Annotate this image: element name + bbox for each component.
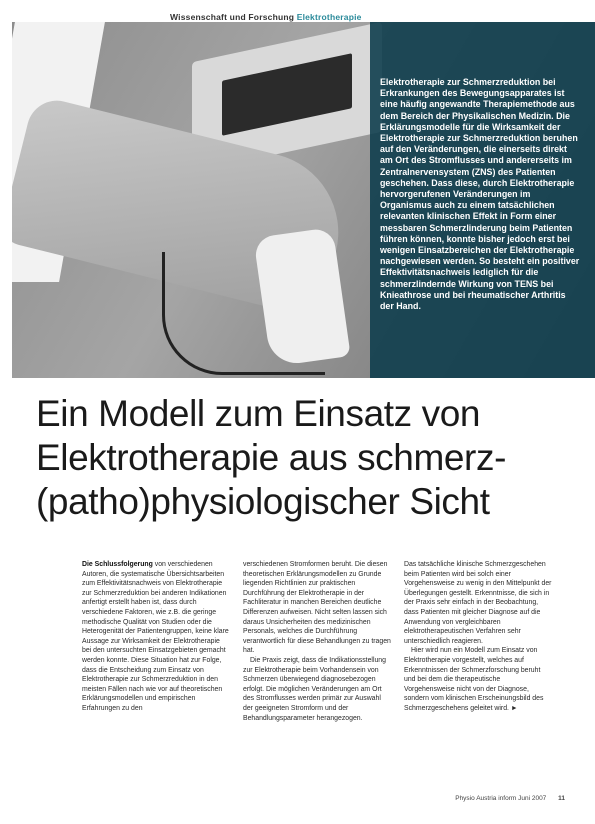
- section-name: Wissenschaft und Forschung: [170, 12, 295, 22]
- section-category: Elektrotherapie: [296, 12, 362, 22]
- body-column-3: [404, 560, 552, 723]
- lead-text: Elektrotherapie zur Schmerzreduktion bei Erkrankungen des Bewegungsapparates ist eine häufig angewandte Therapiemethode aus dem Bereich der Physikalischen Medizin. Die Erklärungsmodelle für die Wirksamkeit der Elektrotherapie zur Schmerzreduktion beruhen auf den Veränderungen, die einerseits direkt am Ort des Stromflusses und andererseits im Zentralnervensystem (ZNS) des Patienten geschehen. Dass diese, durch Elektrotherapie hervorgerufenen Veränderungen im Organismus auch zu einem tatsächlichen relevanten klinischen Effekt in Form einer messbaren Schmerzlinderung beim Patienten führen können, konnte bisher jedoch erst bei wenigen Einsatzbereichen der Elektrotherapie nachgewiesen werden. So besteht ein positiver Effektivitätsnachweis lediglich für die schmerzlindernde Wirkung von TENS bei Knieathrose und bei rheumatischer Arthritis der Hand.: [380, 77, 580, 312]
- photo-device-panel: [222, 53, 352, 136]
- footer-journal: Physio Austria inform: [455, 795, 517, 802]
- footer-issue: Juni 2007: [518, 795, 547, 802]
- section-rubric: [170, 12, 362, 22]
- body-col2-text-b: Die Praxis zeigt, dass die Indikationsstellung zur Elektrotherapie beim Vorhandensein von Schmerzen überwiegend diagnosebezogen erfolgt. Die möglichen Veränderungen am Ort des Stromflusses werden primär zur Auswahl der geeigneten Stromform und der Behandlungsparameter herangezogen.: [243, 656, 386, 722]
- body-column-2: [243, 560, 391, 723]
- body-col2-text: verschiedenen Stromformen beruht. Die diesen theoretischen Erklärungsmodellen zu Grunde liegenden Richtlinien zur praktischen Durchführung der Elektrotherapie in der Fachliteratur in manchen Bereichen deutliche Differenzen aufweisen. Nicht selten lassen sich daraus Unsicherheiten des medizinischen Personals, welches die Durchführung verantwortlich für diese Behandlungen zu tragen hat.: [243, 561, 391, 655]
- body-col3-text-b: Hier wird nun ein Modell zum Einsatz von Elektrotherapie vorgestellt, welches auf Erkenntnissen der Schmerzforschung beruht und bei dem die therapeutische Vorgehensweise nicht von der Diagnose, sondern vom klinischen Erscheinungsbild des Schmerzgeschehens geleitet wird. ►: [404, 647, 544, 712]
- body-column-1: [82, 560, 230, 723]
- body-lead-phrase: Die Schlussfolgerung: [82, 561, 153, 568]
- body-columns: [82, 560, 552, 723]
- body-col1-text: von verschiedenen Autoren, die systematische Übersichtsarbeiten zum Effektivitätsnachweis von Elektrotherapie zur Schmerzreduktion bei anderen Indikationen anfertigt erstellt haben ist, dass durch verschiedene Faktoren, wie z.B. die geringe methodische Qualität von Studien oder die Heterogenität der Patientengruppen, keine klare Aussage zur Wirksamkeit der Elektrotherapie bei den untersuchten Einsatzgebieten gemacht werden konnte. Diese Situation hat zur Folge, dass die Entscheidung zum Einsatz von Elektrotherapie zur Schmerzreduktion in den meisten Fällen nach wie vor auf theoretischen Erklärungsmodellen und empirischen Erfahrungen zu den: [82, 561, 229, 712]
- lead-box: [370, 22, 595, 378]
- article-title: Ein Modell zum Einsatz von Elektrotherapie aus schmerz-(patho)physiologischer Sicht: [36, 393, 506, 522]
- page-number: 11: [558, 795, 565, 802]
- body-col3-text: Das tatsächliche klinische Schmerzgeschehen beim Patienten wird bei solch einer Vorgehensweise zu wenig in den Mittelpunkt der Überlegungen gestellt. Erkenntnisse, die sich in der Praxis sehr einfach in der Beobachtung, dass Patienten mit gleicher Diagnose auf die Anwendung von vergleichbaren elektrotherapeutischen Verfahren sehr unterschiedlich reagieren.: [404, 561, 552, 645]
- page-footer: [455, 795, 565, 802]
